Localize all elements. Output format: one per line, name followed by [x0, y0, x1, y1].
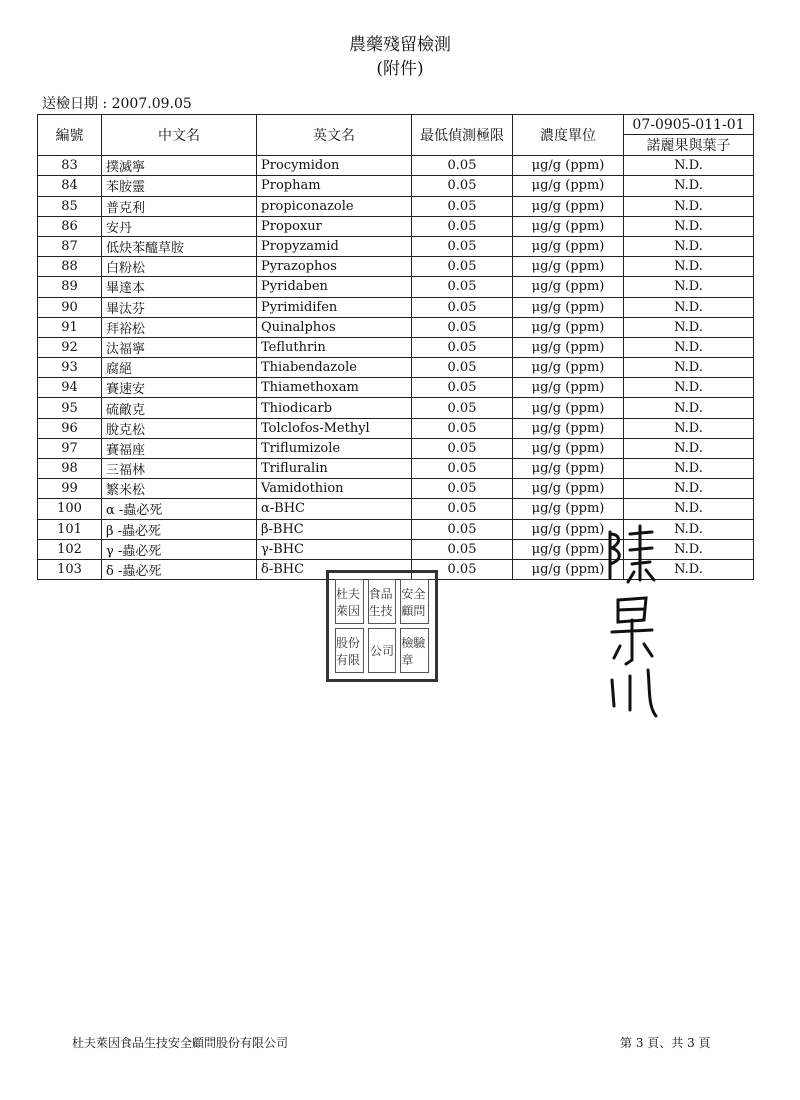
cell-detection-limit: 0.05 — [412, 196, 513, 216]
cell-chinese-name: 安丹 — [102, 216, 257, 236]
header-sample-id: 07-0905-011-01 — [624, 115, 754, 135]
cell-detection-limit: 0.05 — [412, 176, 513, 196]
cell-result: N.D. — [624, 176, 754, 196]
cell-chinese-name: 拜裕松 — [102, 317, 257, 337]
results-table — [37, 114, 754, 580]
cell-english-name: Quinalphos — [257, 317, 412, 337]
cell-number: 83 — [38, 156, 102, 176]
cell-chinese-name: 賽福座 — [102, 438, 257, 458]
cell-result: N.D. — [624, 257, 754, 277]
header-english-name: 英文名 — [257, 115, 412, 156]
table-row — [38, 398, 754, 418]
cell-english-name: Tolclofos-Methyl — [257, 418, 412, 438]
cell-result: N.D. — [624, 196, 754, 216]
cell-detection-limit: 0.05 — [412, 277, 513, 297]
table-row — [38, 297, 754, 317]
table-row — [38, 479, 754, 499]
cell-chinese-name: 白粉松 — [102, 257, 257, 277]
handwritten-signature — [590, 520, 670, 720]
cell-chinese-name: 賽速安 — [102, 378, 257, 398]
table-row — [38, 358, 754, 378]
cell-detection-limit: 0.05 — [412, 378, 513, 398]
cell-detection-limit: 0.05 — [412, 317, 513, 337]
cell-unit: μg/g (ppm) — [513, 559, 624, 579]
page-title: 農藥殘留檢測 — [349, 35, 451, 55]
cell-english-name: propiconazole — [257, 196, 412, 216]
table-row — [38, 156, 754, 176]
cell-english-name: α-BHC — [257, 499, 412, 519]
cell-number: 97 — [38, 438, 102, 458]
cell-unit: μg/g (ppm) — [513, 418, 624, 438]
cell-number: 89 — [38, 277, 102, 297]
cell-detection-limit: 0.05 — [412, 156, 513, 176]
cell-chinese-name: 三福林 — [102, 459, 257, 479]
cell-result: N.D. — [624, 216, 754, 236]
cell-unit: μg/g (ppm) — [513, 438, 624, 458]
cell-chinese-name: 低炔苯醯草胺 — [102, 236, 257, 256]
header-number: 編號 — [38, 115, 102, 156]
cell-number: 98 — [38, 459, 102, 479]
cell-chinese-name: 硫敵克 — [102, 398, 257, 418]
cell-number: 100 — [38, 499, 102, 519]
cell-unit: μg/g (ppm) — [513, 216, 624, 236]
cell-detection-limit: 0.05 — [412, 257, 513, 277]
cell-unit: μg/g (ppm) — [513, 337, 624, 357]
cell-chinese-name: 腐絕 — [102, 358, 257, 378]
table-row — [38, 176, 754, 196]
cell-unit: μg/g (ppm) — [513, 317, 624, 337]
cell-english-name: Thiodicarb — [257, 398, 412, 418]
cell-number: 96 — [38, 418, 102, 438]
header-detection-limit: 最低偵測極限 — [412, 115, 513, 156]
cell-english-name: Pyrimidifen — [257, 297, 412, 317]
header-sample-name: 諾麗果與葉子 — [624, 135, 754, 156]
table-row — [38, 236, 754, 256]
table-row — [38, 499, 754, 519]
cell-chinese-name: β -蟲必死 — [102, 519, 257, 539]
cell-number: 90 — [38, 297, 102, 317]
cell-result: N.D. — [624, 418, 754, 438]
cell-unit: μg/g (ppm) — [513, 196, 624, 216]
header-unit: 濃度單位 — [513, 115, 624, 156]
cell-detection-limit: 0.05 — [412, 479, 513, 499]
cell-unit: μg/g (ppm) — [513, 499, 624, 519]
table-row — [38, 216, 754, 236]
cell-chinese-name: 苯胺靈 — [102, 176, 257, 196]
table-row — [38, 277, 754, 297]
cell-number: 93 — [38, 358, 102, 378]
cell-chinese-name: 脫克松 — [102, 418, 257, 438]
cell-detection-limit: 0.05 — [412, 559, 513, 579]
stamp-cell: 股份有限 — [335, 628, 364, 673]
cell-detection-limit: 0.05 — [412, 539, 513, 559]
cell-result: N.D. — [624, 438, 754, 458]
footer-company: 杜夫萊因食品生技安全顧問股份有限公司 — [72, 1036, 289, 1050]
cell-chinese-name: 普克利 — [102, 196, 257, 216]
cell-number: 84 — [38, 176, 102, 196]
table-row — [38, 257, 754, 277]
cell-unit: μg/g (ppm) — [513, 378, 624, 398]
cell-english-name: β-BHC — [257, 519, 412, 539]
cell-detection-limit: 0.05 — [412, 499, 513, 519]
cell-chinese-name: 汰福寧 — [102, 337, 257, 357]
submission-date: 送檢日期 : 2007.09.05 — [42, 96, 192, 112]
cell-english-name: Thiamethoxam — [257, 378, 412, 398]
cell-chinese-name: 繁米松 — [102, 479, 257, 499]
cell-result: N.D. — [624, 337, 754, 357]
cell-unit: μg/g (ppm) — [513, 277, 624, 297]
cell-english-name: Trifluralin — [257, 459, 412, 479]
cell-result: N.D. — [624, 156, 754, 176]
cell-result: N.D. — [624, 398, 754, 418]
inspection-stamp — [326, 570, 438, 682]
cell-unit: μg/g (ppm) — [513, 539, 624, 559]
cell-result: N.D. — [624, 277, 754, 297]
cell-chinese-name: 撲滅寧 — [102, 156, 257, 176]
cell-english-name: δ-BHC — [257, 559, 412, 579]
cell-english-name: Propyzamid — [257, 236, 412, 256]
cell-chinese-name: 畢汰芬 — [102, 297, 257, 317]
cell-english-name: Vamidothion — [257, 479, 412, 499]
page-subtitle: (附件) — [376, 59, 424, 79]
table-row — [38, 317, 754, 337]
cell-detection-limit: 0.05 — [412, 236, 513, 256]
cell-detection-limit: 0.05 — [412, 337, 513, 357]
cell-number: 92 — [38, 337, 102, 357]
cell-number: 87 — [38, 236, 102, 256]
cell-detection-limit: 0.05 — [412, 358, 513, 378]
cell-result: N.D. — [624, 378, 754, 398]
cell-result: N.D. — [624, 358, 754, 378]
footer-page-number: 第 3 頁、共 3 頁 — [620, 1036, 711, 1050]
cell-detection-limit: 0.05 — [412, 418, 513, 438]
stamp-cell: 安全顧問 — [400, 579, 429, 624]
stamp-cell: 杜夫萊因 — [335, 579, 364, 624]
cell-detection-limit: 0.05 — [412, 216, 513, 236]
cell-detection-limit: 0.05 — [412, 459, 513, 479]
cell-chinese-name: δ -蟲必死 — [102, 559, 257, 579]
cell-detection-limit: 0.05 — [412, 297, 513, 317]
cell-number: 102 — [38, 539, 102, 559]
cell-english-name: Procymidon — [257, 156, 412, 176]
cell-unit: μg/g (ppm) — [513, 176, 624, 196]
stamp-cell: 檢驗章 — [400, 628, 429, 673]
cell-result: N.D. — [624, 539, 754, 559]
cell-unit: μg/g (ppm) — [513, 257, 624, 277]
cell-number: 91 — [38, 317, 102, 337]
cell-result: N.D. — [624, 236, 754, 256]
cell-number: 103 — [38, 559, 102, 579]
cell-result: N.D. — [624, 459, 754, 479]
cell-unit: μg/g (ppm) — [513, 398, 624, 418]
cell-unit: μg/g (ppm) — [513, 236, 624, 256]
cell-result: N.D. — [624, 499, 754, 519]
cell-english-name: Propoxur — [257, 216, 412, 236]
cell-number: 88 — [38, 257, 102, 277]
cell-english-name: Tefluthrin — [257, 337, 412, 357]
cell-detection-limit: 0.05 — [412, 438, 513, 458]
cell-unit: μg/g (ppm) — [513, 358, 624, 378]
cell-english-name: γ-BHC — [257, 539, 412, 559]
cell-unit: μg/g (ppm) — [513, 519, 624, 539]
table-row — [38, 459, 754, 479]
cell-result: N.D. — [624, 559, 754, 579]
cell-number: 86 — [38, 216, 102, 236]
cell-english-name: Pyridaben — [257, 277, 412, 297]
table-row — [38, 378, 754, 398]
header-chinese-name: 中文名 — [102, 115, 257, 156]
cell-english-name: Triflumizole — [257, 438, 412, 458]
cell-result: N.D. — [624, 519, 754, 539]
cell-number: 99 — [38, 479, 102, 499]
cell-number: 85 — [38, 196, 102, 216]
table-row — [38, 196, 754, 216]
cell-unit: μg/g (ppm) — [513, 479, 624, 499]
cell-english-name: Propham — [257, 176, 412, 196]
cell-english-name: Pyrazophos — [257, 257, 412, 277]
stamp-cell: 食品生技 — [368, 579, 397, 624]
cell-chinese-name: γ -蟲必死 — [102, 539, 257, 559]
table-row — [38, 418, 754, 438]
cell-unit: μg/g (ppm) — [513, 297, 624, 317]
cell-unit: μg/g (ppm) — [513, 459, 624, 479]
cell-chinese-name: α -蟲必死 — [102, 499, 257, 519]
cell-unit: μg/g (ppm) — [513, 156, 624, 176]
cell-result: N.D. — [624, 479, 754, 499]
cell-chinese-name: 畢達本 — [102, 277, 257, 297]
table-row — [38, 337, 754, 357]
cell-result: N.D. — [624, 297, 754, 317]
cell-number: 95 — [38, 398, 102, 418]
cell-english-name: Thiabendazole — [257, 358, 412, 378]
cell-result: N.D. — [624, 317, 754, 337]
table-row — [38, 438, 754, 458]
cell-number: 101 — [38, 519, 102, 539]
cell-detection-limit: 0.05 — [412, 519, 513, 539]
cell-number: 94 — [38, 378, 102, 398]
stamp-cell: 公司 — [368, 628, 397, 673]
cell-detection-limit: 0.05 — [412, 398, 513, 418]
